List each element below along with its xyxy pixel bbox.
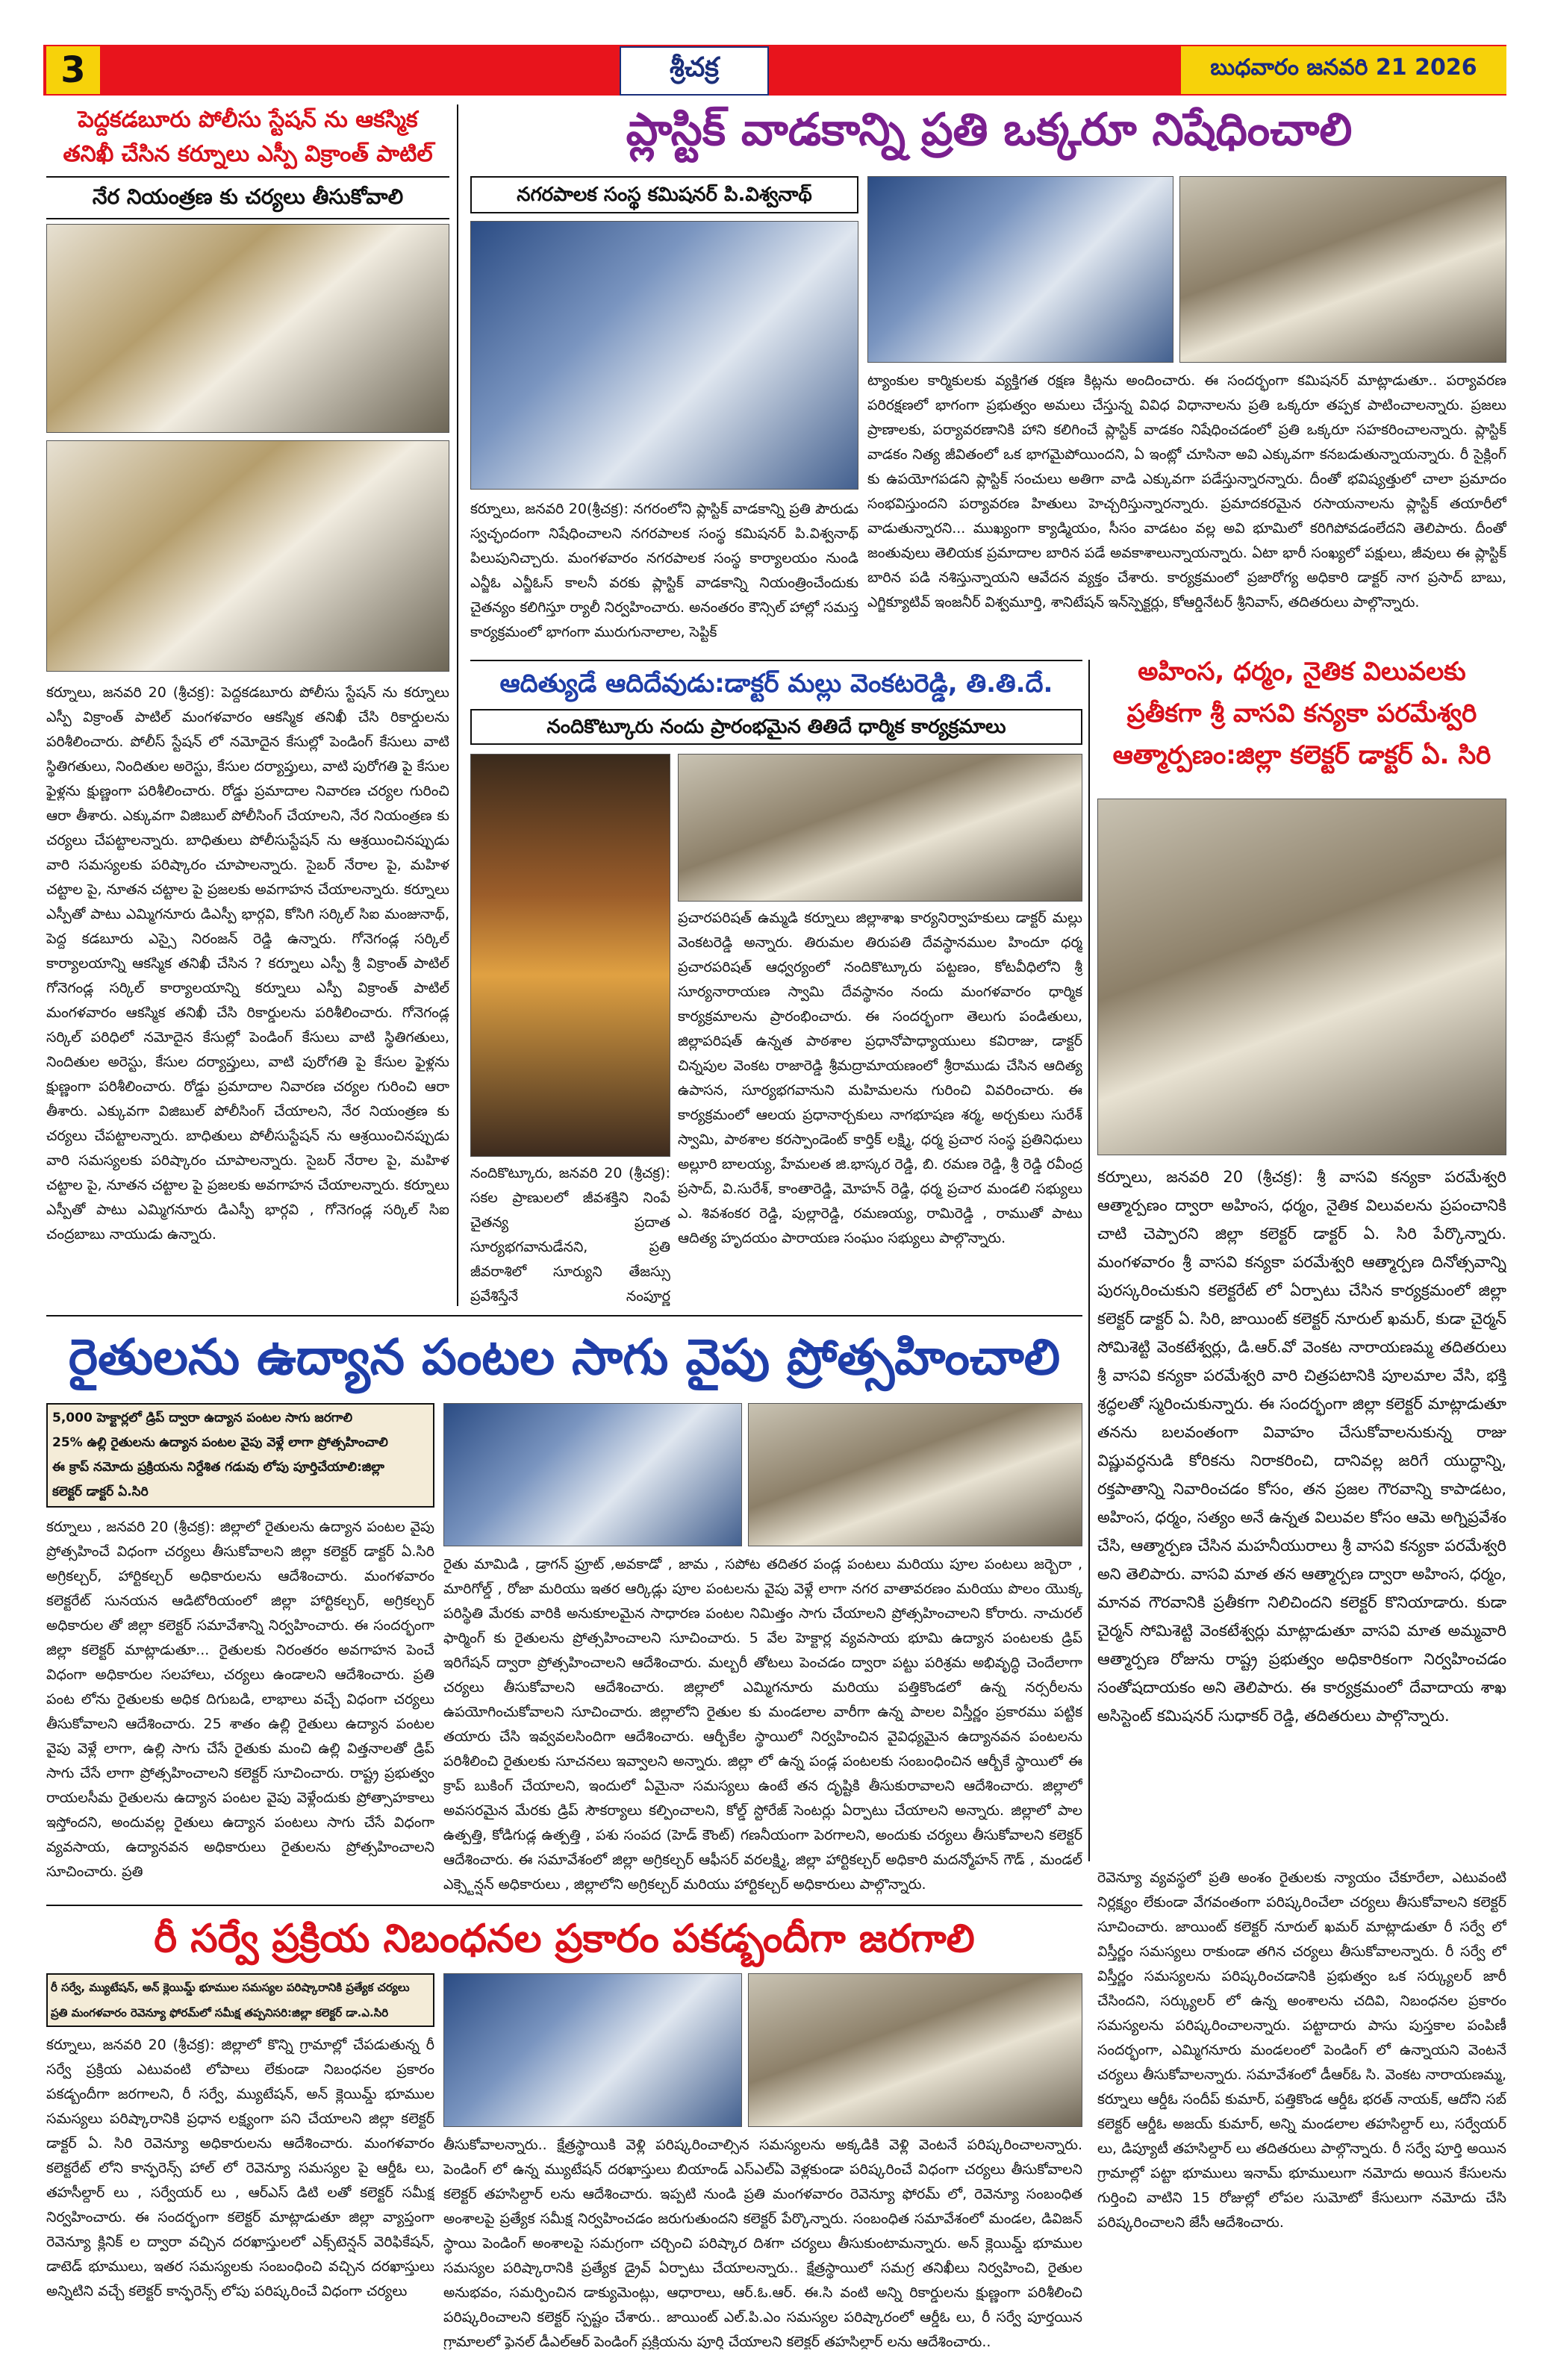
farmers-deck-line1: 5,000 హెక్టార్లలో డ్రిప్ ద్వారా ఉద్యాన పంటల సాగు జరగాలి [52,1411,353,1425]
vasavi-headline-line3: ఆత్మార్పణం:జిల్లా కలెక్టర్ డాక్టర్ ఏ. సిరి [1112,740,1491,770]
resurvey-body-right [1097,1866,1506,2343]
resurvey-meeting-photo-2 [748,1973,1082,2127]
resurvey-deck-line1: రీ సర్వే, మ్యుటేషన్, అన్ క్లెయిమ్డ్ భూముల సమస్యల పరిష్కారానికి ప్రత్యేక చర్యలు [51,1981,410,1994]
divider [46,218,449,219]
vasavi-collectorate-photo [1097,799,1506,1155]
temple-deity-photo [470,754,670,1157]
plastic-subhead: నగరపాలక సంస్థ కమిషనర్ పి.విశ్వనాథ్ [470,176,858,213]
divider [46,176,449,178]
resurvey-body-left: కర్నూలు, జనవరి 20 (శ్రీచక్ర): జిల్లాలో కొన్ని గ్రామాల్లో చేపడుతున్న రీ సర్వే ప్రక్రియ ఎటువంటి లోపాలు లేకుండా నిబంధనల ప్రకారం పకడ్బందీగా జరగాలని, రీ సర్వే, మ్యుటేషన్, అన్ క్లెయిమ్డ్ భూముల సమస్యలు పరిష్కారానికి ప్రధాన లక్ష్యంగా పని చేయాలని జిల్లా కలెక్టర్ డాక్టర్ ఏ. సిరి రెవెన్యూ అధికారులను ఆదేశించారు. మంగళవారం కలెక్టరేట్ లోని కాన్ఫరెన్స్ హాల్ లో రెవెన్యూ సమస్యల పై ఆర్డీఓ లు, తహసీల్దార్ లు , సర్వేయర్ లు , ఆర్ఎస్ డిటి లతో కలెక్టర్ సమీక్ష నిర్వహించారు. ఈ సందర్భంగా కలెక్టర్ మాట్లాడుతూ జిల్లా వ్యాప్తంగా రెవెన్యూ క్లినిక్ ల ద్వారా వచ్చిన దరఖాస్తులలో ఎక్స్‌టెన్షన్ వెరిఫికేషన్, డాటెడ్ భూములు, ఇతర సమస్యలకు సంబంధించి వచ్చిన దరఖాస్తులు అన్నిటిని వచ్చే కలెక్టర్ కాన్ఫరెన్స్ లోపు పరిష్కరించే విధంగా చర్యలు [46,2037,434,2299]
police-headline-line2: తనిఖీ చేసిన కర్నూలు ఎస్పీ విక్రాంత్ పాటిల్ [63,141,433,167]
police-subhead: నేర నియంత్రణ కు చర్యలు తీసుకోవాలి [92,184,404,209]
farmers-deck-line2: 25% ఉల్లి రైతులను ఉద్యాన పంటల వైపు వెళ్లే లాగా ప్రోత్సహించాలి [52,1435,388,1450]
police-headline-line1: పెద్దకడబూరు పోలీసు స్టేషన్ ను ఆకస్మిక [78,107,418,133]
police-station-photo-2 [46,440,449,672]
newspaper-logo: శ్రీచక్ర [620,46,769,96]
tirumala-headline: ఆదిత్యుడే ఆదిదేవుడు:డాక్టర్ మల్లు వెంకటరెడ్డి, తి.తి.దే. [499,669,1053,699]
divider [46,1905,1082,1906]
resurvey-headline: రీ సర్వే ప్రక్రియ నిబంధనల ప్రకారం పకడ్బందీగా జరగాలి [154,1917,975,1961]
issue-date: బుధవారం జనవరి 21 2026 [1181,46,1506,94]
page-number: 3 [46,46,100,94]
farmers-meeting-photo-2 [748,1403,1082,1546]
farmers-meeting-photo-1 [443,1403,742,1546]
police-body: కర్నూలు, జనవరి 20 (శ్రీచక్ర): పెద్దకడబూరు పోలీసు స్టేషన్ ను కర్నూలు ఎస్పీ విక్రాంత్ పాటిల్ మంగళవారం ఆకస్మిక తనిఖీ చేసి రికార్డులను పరిశీలించారు. పోలీస్ స్టేషన్ లో నమోదైన కేసుల్లో పెండింగ్ కేసులు వాటి స్థితిగతులు, నిందితుల అరెస్టు, కేసుల దర్యాప్తులు, వాటి పురోగతి పై కేసుల ఫైళ్లను క్షుణ్ణంగా పరిశీలించారు. రోడ్డు ప్రమాదాల నివారణ చర్యల గురించి ఆరా తీశారు. ఎక్కువగా విజిబుల్ పోలీసింగ్ చేయాలని, నేర నియంత్రణ కు చర్యలు చేపట్టాలన్నారు. బాధితులు పోలీసుస్టేషన్ ను ఆశ్రయించినప్పుడు వారి సమస్యలకు పరిష్కారం చూపాలన్నారు. సైబర్ నేరాల పై, మహిళ చట్టాల పై, నూతన చట్టాల పై ప్రజలకు అవగాహన చేయాలన్నారు. కర్నూలు ఎస్పీతో పాటు ఎమ్మిగనూరు డిఎస్పీ భార్గవి, కోసిగి సర్కిల్ సిఐ మంజునాథ్, పెద్ద కడబూరు ఎస్సై నిరంజన్ రెడ్డి ఉన్నారు. గోనెగండ్ల సర్కిల్ కార్యాలయాన్ని ఆకస్మిక తనిఖీ చేసిన ? కర్నూలు ఎస్పీ శ్రీ విక్రాంత్ పాటిల్ గోనెగండ్ల సర్కిల్ కార్యాలయాన్ని కర్నూలు ఎస్పీ విక్రాంత్ పాటిల్ మంగళవారం ఆకస్మిక తనిఖీ చేసి రికార్డులను పరిశీలించారు. గోనెగండ్ల సర్కిల్ పరిధిలో నమోదైన కేసుల్లో పెండింగ్ కేసులు వాటి స్థితిగతులు, నిందితుల అరెస్టు, కేసుల దర్యాప్తులు, వాటి పురోగతి పై కేసుల ఫైళ్లను క్షుణ్ణంగా పరిశీలించారు. రోడ్డు ప్రమాదాల నివారణ చర్యల గురించి ఆరా తీశారు. ఎక్కువగా విజిబుల్ పోలీసింగ్ చేయాలని, నేర నియంత్రణ కు చర్యలు చేపట్టాలన్నారు. బాధితులు పోలీసుస్టేషన్ ను ఆశ్రయించినప్పుడు వారి సమస్యలకు పరిష్కారం చూపాలన్నారు. సైబర్ నేరాల పై, మహిళ చట్టాల పై, నూతన చట్టాల పై ప్రజలకు అవగాహన చేయాలన్నారు. కర్నూలు ఎస్పీతో పాటు ఎమ్మిగనూరు డిఎస్పీ భార్గవి , గోనెగండ్ల సర్కిల్ సిఐ చంద్రబాబు నాయుడు ఉన్నారు. [46,684,449,1243]
resurvey-meeting-photo-1 [443,1973,742,2127]
tirumala-event-photo [678,754,1082,902]
divider [470,660,1082,661]
resurvey-body-right-part2: రీ సర్వే పూర్తి అయిన గ్రామాల్లో పట్టా భూములు ఇనామ్ భూములుగా నమోదు అయిన కేసులను గుర్తించి వాటిని 15 రోజుల్లో లోపల సుమోటో కేసులుగా నమోదు చేసి పరిష్కరించాలని జేసీ ఆదేశించారు. [1097,2140,1506,2231]
tirumala-body-left: నందికొట్కూరు, జనవరి 20 (శ్రీచక్ర): సకల ప్రాణులలో జీవశక్తిని నింపే చైతన్య ప్రదాత సూర్యభగవానుడేనని, ప్రతి జీవరాశిలో సూర్యుని తేజస్సు ప్రవేశిస్తేనే నంపూర్ణ [470,1165,670,1305]
vasavi-headline-line1: అహింస, ధర్మం, నైతిక విలువలకు [1138,657,1466,687]
resurvey-deck-line2: ప్రతి మంగళవారం రెవెన్యూ ఫోరమ్‌లో సమీక్ష తప్పనిసరి:జిల్లా కలెక్టర్ డా.ఎ.సిరి [51,2006,389,2020]
tirumala-subhead: నందికొట్కూరు నందు ప్రారంభమైన తితిదే ధార్మిక కార్యక్రమాలు [470,709,1082,745]
column-divider [1088,660,1090,1861]
farmers-deck-line4: కలెక్టర్ డాక్టర్ ఏ.సిరి [52,1484,149,1499]
plastic-event-photo-2 [1179,176,1506,363]
resurvey-body-right-part1: రెవెన్యూ వ్యవస్థలో ప్రతి అంశం రైతులకు న్యాయం చేకూరేలా, ఎటువంటి నిర్లక్ష్యం లేకుండా వేగవంతంగా పరిష్కరించేలా చర్యలు తీసుకోవాలని కలెక్టర్ సూచించారు. జాయింట్ కలెక్టర్ నూరుల్ ఖమర్ మాట్లాడుతూ రీ సర్వే లో విస్తీర్ణం సమస్యలు రాకుండా తగిన చర్యలు తీసుకోవాలన్నారు. రీ సర్వే లో విస్తీర్ణం సమస్యలను పరిష్కరించడానికి ప్రభుత్వం ఒక సర్క్యులర్ జారీ చేసిందని, సర్క్యులర్ లో ఉన్న అంశాలను చదివి, నిబంధనల ప్రకారం సమస్యలను పరిష్కరించాలన్నారు. పట్టాదారు పాసు పుస్తకాల పంపిణీ సందర్భంగా, ఎమ్మిగనూరు మండలంలో పెండింగ్ లో ఉన్నాయని వెంటనే చర్యలు తీసుకోవాలన్నారు. సమావేశంలో డీఆర్ఓ సి. వెంకట నారాయణమ్మ, కర్నూలు ఆర్డీఓ సందీప్ కుమార్, పత్తికొండ ఆర్డీఓ భరత్ నాయక్, ఆదోని సబ్ కలెక్టర్ ఆర్డీఓ అజయ్ కుమార్, అన్ని మండలాల తహసిల్దార్ లు, సర్వేయర్ లు, డిప్యూటీ తహసిల్దార్ లు తదితరులు పాల్గొన్నారు. [1097,1870,1506,2157]
column-divider [457,104,458,1306]
vasavi-headline-line2: ప్రతీకగా శ్రీ వాసవి కన్యకా పరమేశ్వరి [1126,699,1477,728]
plastic-body-left: కర్నూలు, జనవరి 20(శ్రీచక్ర): నగరంలోని ప్లాస్టిక్ వాడకాన్ని ప్రతి పౌరుడు స్వచ్ఛందంగా నిషేధించాలని నగరపాలక సంస్థ కమిషనర్ పి.విశ్వనాథ్ పిలుపునిచ్చారు. మంగళవారం నగరపాలక సంస్థ కార్యాలయం నుండి ఎన్జీఓ ఎన్జీఓస్ కాలనీ వరకు ప్లాస్టిక్ వాడకాన్ని నియంత్రించేందుకు చైతన్యం కలిగిస్తూ ర్యాలీ నిర్వహించారు. అనంతరం కౌన్సిల్ హాల్లో సమస్త కార్యక్రమంలో భాగంగా మురుగునాలాల, సెప్టిక్ [470,501,858,640]
farmers-body-left: కర్నూలు , జనవరి 20 (శ్రీచక్ర): జిల్లాలో రైతులను ఉద్యాన పంటల వైపు ప్రోత్సహించే విధంగా చర్యలు తీసుకోవాలని జిల్లా కలెక్టర్ డాక్టర్ ఏ.సిరి అగ్రికల్చర్, హార్టికల్చర్ అధికారులను ఆదేశించారు. మంగళవారం కలెక్టరేట్ సునయన ఆడిటోరియంలో జిల్లా హార్టికల్చర్, అగ్రికల్చర్ అధికారుల తో జిల్లా కలెక్టర్ సమావేశాన్ని నిర్వహించారు. ఈ సందర్భంగా జిల్లా కలెక్టర్ మాట్లాడుతూ... రైతులకు నిరంతరం అవగాహన పెంచే విధంగా అధికారుల సలహాలు, చర్యలు ఉండాలని ఆదేశించారు. ప్రతి పంట లోను రైతులకు అధిక దిగుబడి, లాభాలు వచ్చే విధంగా చర్యలు తీసుకోవాలని ఆదేశించారు. 25 శాతం ఉల్లి రైతులు ఉద్యాన పంటల వైపు వెళ్లే లాగా, ఉల్లి సాగు చేసే రైతుకు మంచి ఉల్లి విత్తనాలతో డ్రిప్ సాగు చేసే లాగా ప్రోత్సహించాలని కలెక్టర్ సూచించారు. రాష్ట్ర ప్రభుత్వం రాయలసీమ రైతులను ఉద్యాన పంటల వైపు వెళ్లేందుకు ప్రోత్సాహకాలు ఇస్తోందని, అందువల్ల రైతులు ఉద్యాన పంటలు సాగు చేసే విధంగా వ్యవసాయ, ఉద్యానవన అధికారులు రైతులను ప్రోత్సహించాలని సూచించారు. ప్రతి [46,1519,434,1880]
farmers-headline: రైతులను ఉద్యాన పంటల సాగు వైపు ప్రోత్సహించాలి [68,1328,1061,1386]
tirumala-body-right: ప్రచారపరిషత్ ఉమ్మడి కర్నూలు జిల్లాశాఖ కార్యనిర్వాహకులు డాక్టర్ మల్లు వెంకటరెడ్డి అన్నారు. తిరుమల తిరుపతి దేవస్థానముల హిందూ ధర్మ ప్రచారపరిషత్ ఆధ్వర్యంలో నందికొట్కూరు పట్టణం, కోటవీధిలోని శ్రీ సూర్యనారాయణ స్వామి దేవస్థానం నందు మంగళవారం ధార్మిక కార్యక్రమాలను ప్రారంభించారు. ఈ సందర్భంగా తెలుగు పండితులు, జిల్లాపరిషత్ ఉన్నత పాఠశాల ప్రధానోపాధ్యాయులు కవిరాజు, డాక్టర్ చిన్నపుల వెంకట రాజారెడ్డి శ్రీమద్రామాయణంలో శ్రీరాముడు చేసిన ఆదిత్య ఉపాసన, సూర్యభగవానుని మహిమలను గురించి వివరించారు. ఈ కార్యక్రమంలో ఆలయ ప్రధానార్చకులు నాగభూషణ శర్మ, అర్చకులు సురేశ్ స్వామి, పాఠశాల కరస్పాండెంట్ కార్తిక్ లక్ష్మి, ధర్మ ప్రచార సంస్థ ప్రతినిధులు అల్లూరి బాలయ్య, హేమలత జి.భాస్కర రెడ్డి, బి. రమణ రెడ్డి, శ్రీ రెడ్డి రవీంద్ర ప్రసాద్, వి.సురేశ్, కాంతారెడ్డి, మోహన్ రెడ్డి, ధర్మ ప్రచార మండలి సభ్యులు ఎ. శివశంకర రెడ్డి, పుల్లారెడ్డి, రమణయ్య, రామిరెడ్డి , రాముతో పాటు ఆదిత్య హృదయం పారాయణ సంఘం సభ్యులు పాల్గొన్నారు. [678,910,1082,1246]
divider [46,1315,1082,1317]
plastic-event-photo-1 [867,176,1173,363]
plastic-headline: ప్లాస్టిక్ వాడకాన్ని ప్రతి ఒక్కరూ నిషేధించాలి [626,104,1353,156]
resurvey-body-mid: తీసుకోవాలన్నారు.. క్షేత్రస్థాయికి వెళ్లి పరిష్కరించాల్సిన సమస్యలను అక్కడికి వెళ్లి వెంటనే పరిష్కరించాలన్నారు. పెండింగ్ లో ఉన్న మ్యుటేషన్ దరఖాస్తులు బియాండ్ ఎస్‌ఎల్‌ఏ వెళ్లకుండా పరిష్కరించే విధంగా చర్యలు తీసుకోవాలని కలెక్టర్ తహసిల్దార్ లను ఆదేశించారు. ఇప్పటి నుండి ప్రతి మంగళవారం రెవెన్యూ ఫోరమ్ లో, రెవెన్యూ సంబంధిత అంశాలపై ప్రత్యేక సమీక్ష నిర్వహించడం జరుగుతుందని కలెక్టర్ పేర్కొన్నారు. సంబంధిత సమావేశంలో మండల, డివిజన్ స్థాయి పెండింగ్ అంశాలపై సమగ్రంగా చర్చించి పరిష్కార దిశగా చర్యలు తీసుకుంటామన్నారు. అన్ క్లెయిమ్డ్ భూముల సమస్యల పరిష్కారానికి ప్రత్యేక డ్రైవ్ ఏర్పాటు చేయాలన్నారు.. క్షేత్రస్థాయిలో సమగ్ర తనిఖీలు నిర్వహించి, రైతుల అనుభవం, సమర్పించిన డాక్యుమెంట్లు, ఆధారాలు, ఆర్.ఓ.ఆర్. ఈ.సి వంటి అన్ని రికార్డులను క్షుణ్ణంగా పరిశీలించి పరిష్కరించాలని కలెక్టర్ స్పష్టం చేశారు.. జాయింట్ ఎల్.పి.ఎం సమస్యల పరిష్కారంలో ఆర్డీఓ లు, రీ సర్వే పూర్తయిన గ్రామాలలో ఫైనల్ డీఎల్ఆర్ పెండింగ్ ప్రక్రియను పూర్తి చేయాలని కలెక్టర్ తహసిల్దార్ లను ఆదేశించారు.. [443,2137,1082,2349]
plastic-body-right: ట్యాంకుల కార్మికులకు వ్యక్తిగత రక్షణ కిట్లను అందించారు. ఈ సందర్భంగా కమిషనర్ మాట్లాడుతూ.. పర్యావరణ పరిరక్షణలో భాగంగా ప్రభుత్వం అమలు చేస్తున్న వివిధ విధానాలను ప్రతి ఒక్కరూ తప్పక పాటించాలన్నారు. ప్రజలు ప్రాణాలకు, పర్యావరణానికి హాని కలిగించే ప్లాస్టిక్ వాడకం నిషేధించడంలో ప్రతి ఒక్కరూ సహకరించాలన్నారు. ప్లాస్టిక్ వాడకం నిత్య జీవితంలో ఒక భాగమైపోయిందని, ఏ ఇంట్లో చూసినా అవి ఎక్కువగా కనబడుతున్నాయన్నారు. రీ సైక్లింగ్ కు ఉపయోగపడని ప్లాస్టిక్ సంచులు అతిగా వాడి ఎక్కువగా పడేస్తున్నారన్నారు. దీంతో భవిష్యత్తులో చాలా ప్రమాదం సంభవిస్తుందని పర్యావరణ హితులు హెచ్చరిస్తున్నారన్నారు. ప్రమాదకరమైన రసాయనాలను ప్లాస్టిక్ తయారీలో వాడుతున్నారని... ముఖ్యంగా క్యాడ్మియం, సీసం వాడటం వల్ల అవి భూమిలో కరిగిపోవడంలేదని తెలిపారు. దీంతో జంతువులు తెలియక ప్రమాదాల బారిన పడే అవకాశాలున్నాయన్నారు. ఏటా భారీ సంఖ్యలో పక్షులు, జీవులు ఈ ప్లాస్టిక్ బారిన పడి నశిస్తున్నాయని ఆవేదన వ్యక్తం చేశారు. కార్యక్రమంలో ప్రజారోగ్య అధికారి డాక్టర్ నాగ ప్రసాద్ బాబు, ఎగ్జిక్యూటివ్ ఇంజనీర్ విశ్వమూర్తి, శానిటేషన్ ఇన్‌స్పెక్టర్లు, కోఆర్డినేటర్ శ్రీనివాస్, తదితరులు పాల్గొన్నారు. [867,372,1506,610]
plastic-rally-photo [470,221,858,490]
farmers-deck-line3: ఈ క్రాప్ నమోదు ప్రక్రియను నిర్దేశిత గడువు లోపు పూర్తిచేయాలి:జిల్లా [52,1460,384,1475]
police-station-photo-1 [46,224,449,433]
vasavi-body: కర్నూలు, జనవరి 20 (శ్రీచక్ర): శ్రీ వాసవి కన్యకా పరమేశ్వరి ఆత్మార్పణం ద్వారా అహింస, ధర్మం, నైతిక విలువలను ప్రపంచానికి చాటి చెప్పారని జిల్లా కలెక్టర్ డాక్టర్ ఏ. సిరి పేర్కొన్నారు. మంగళవారం శ్రీ వాసవి కన్యకా పరమేశ్వరి ఆత్మార్పణ దినోత్సవాన్ని పురస్కరించుకుని కలెక్టరేట్ లో ఏర్పాటు చేసిన కార్యక్రమంలో జిల్లా కలెక్టర్ డాక్టర్ ఏ. సిరి, జాయింట్ కలెక్టర్ నూరుల్ ఖమర్, కుడా చైర్మన్ సోమిశెట్టి వెంకటేశ్వర్లు, డి.ఆర్.వో వెంకట నారాయణమ్మ తదితరులు శ్రీ వాసవి కన్యకా పరమేశ్వరి వారి చిత్రపటానికి పూలమాల వేసి, భక్తి శ్రద్ధలతో స్మరించుకున్నారు. ఈ సందర్భంగా జిల్లా కలెక్టర్ మాట్లాడుతూ తనను బలవంతంగా వివాహం చేసుకోవాలనుకున్న రాజు విష్ణువర్ధనుడి కోరికను నిరాకరించి, దానివల్ల జరిగే యుద్ధాన్ని, రక్తపాతాన్ని నివారించడం కోసం, తన ప్రజల గౌరవాన్ని కాపాడటం, అహింస, ధర్మం, సత్యం అనే ఉన్నత విలువల కోసం ఆమె అగ్నిప్రవేశం చేసి, ఆత్మార్పణ చేసిన మహనీయురాలు శ్రీ వాసవి కన్యకా పరమేశ్వరి అని తెలిపారు. వాసవి మాత తన ఆత్మార్పణ ద్వారా అహింస, ధర్మం, మానవ గౌరవానికి ప్రతీకగా నిలిచిందని కలెక్టర్ కొనియాడారు. కుడా చైర్మన్ సోమిశెట్టి వెంకటేశ్వర్లు మాట్లాడుతూ వాసవి మాత అమ్మవారి ఆత్మార్పణ రోజును రాష్ట్ర ప్రభుత్వం అధికారికంగా నిర్వహించడం సంతోషదాయకం అని తెలిపారు. ఈ కార్యక్రమంలో దేవాదాయ శాఖ అసిస్టెంట్ కమిషనర్ సుధాకర్ రెడ్డి, తదితరులు పాల్గొన్నారు. [1097,1168,1506,1725]
farmers-body-right: రైతు మామిడి , డ్రాగన్ ఫ్రూట్ ,అవకాడో , జామ , సపోట తదితర పండ్ల పంటలు మరియు పూల పంటలు జర్బెరా , మారిగోల్డ్ , రోజా మరియు ఇతర ఆర్కిడ్లు పూల పంటలను వైపు వెళ్లే లాగా నగర వాతావరణం మరియు పొలం యొక్క పరిస్థితి మేరకు వారికి అనుకూలమైన సాధారణ పంటల నిమిత్తం సాగు చేయాలని ప్రోత్సహించాలని కోరారు. నాచురల్ ఫార్మింగ్ కు రైతులను ప్రోత్సహించాలని సూచించారు. 5 వేల హెక్టార్ల వ్యవసాయ భూమి ఉద్యాన పంటలకు డ్రిప్ ఇరిగేషన్ ద్వారా ప్రోత్సహించాలని ఆదేశించారు. మల్బరీ తోటలు పెంచడం ద్వారా పట్టు పరిశ్రమ అభివృద్ధి చెందేలాగా చర్యలు తీసుకోవాలని ఆదేశించారు. జిల్లాలో ఎమ్మిగనూరు మరియు పత్తికొండలో ఉన్న నర్సరీలను ఉపయోగించుకోవాలని సూచించారు. జిల్లాలోని రైతుల కు మండలాల వారీగా ఉన్న పాలల విస్తీర్ణం ప్రకారము పట్టిక తయారు చేసి ఇవ్వవలసిందిగా ఆదేశించారు. ఆర్బీకేల స్థాయిలో నిర్వహించిన వైవిధ్యమైన ఉద్యానవన పంటలను పరిశీలించి రైతులకు సూచనలు ఇవ్వాలని అన్నారు. జిల్లా లో ఉన్న పండ్ల పంటలకు సంబంధించిన ఆర్బీకే స్థాయిలో ఈ క్రాప్ బుకింగ్ చేయాలని, ఇందులో ఏమైనా సమస్యలు ఉంటే తన దృష్టికి తీసుకురావాలని ఆదేశించారు. జిల్లాలో అవసరమైన మేరకు డ్రిప్ సౌకర్యాలు కల్పించాలని, కోల్డ్ స్టోరేజ్ సెంటర్లు ఏర్పాటు చేయాలని అన్నారు. జిల్లాలో పాల ఉత్పత్తి, కోడిగుడ్ల ఉత్పత్తి , పశు సంపద (హెడ్ కౌంట్) గణనీయంగా పెరగాలని, అందుకు చర్యలు తీసుకోవాలని కలెక్టర్ ఆదేశించారు. ఈ సమావేశంలో జిల్లా అగ్రికల్చర్ ఆఫీసర్ వరలక్ష్మి, జిల్లా హార్టికల్చర్ అధికారి మదన్మోహన్ గౌడ్ , మండల్ ఎక్స్టెన్షన్ అధికారులు , జిల్లాలోని అగ్రికల్చర్ మరియు హార్టికల్చర్ అధికారులు పాల్గొన్నారు. [443,1556,1082,1893]
